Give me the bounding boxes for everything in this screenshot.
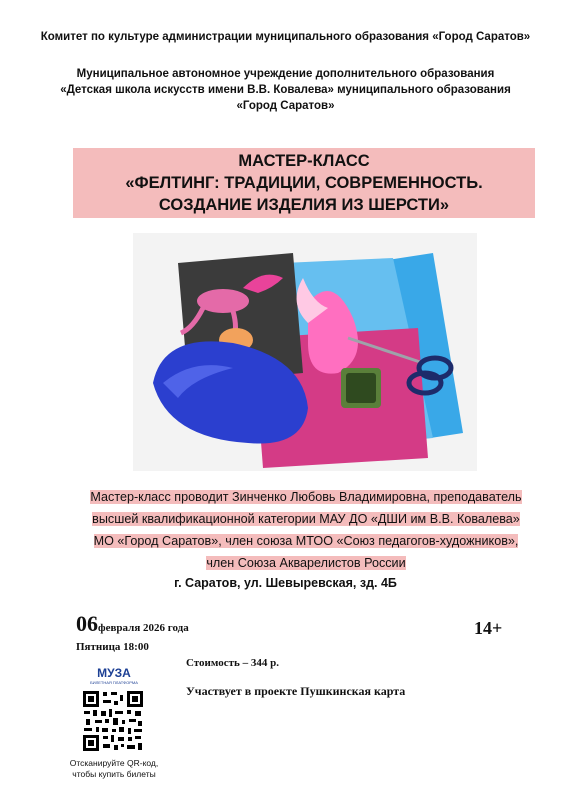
qr-caption-line-2: чтобы купить билеты (72, 769, 156, 779)
qr-caption-line-1: Отсканируйте QR-код, (69, 758, 159, 768)
committee-header (0, 29, 571, 45)
muza-brand: МУЗА (97, 666, 131, 680)
title-line-2: «ФЕЛТИНГ: ТРАДИЦИИ, СОВРЕМЕННОСТЬ. (125, 174, 483, 192)
school-header (0, 66, 571, 114)
school-line-3: «Город Саратов» (236, 100, 335, 112)
bio-line-1: Мастер-класс проводит Зинченко Любовь Владимировна, преподаватель (90, 490, 522, 504)
age-rating: 14+ (474, 618, 503, 638)
felting-photo (133, 233, 477, 471)
qr-code[interactable] (81, 689, 145, 753)
qr-caption (60, 758, 168, 780)
ticket-price: Стоимость – 344 р. (186, 657, 279, 669)
event-weekday-time: Пятница 18:00 (76, 641, 149, 653)
school-line-1: Муниципальное автономное учреждение дополнительного образования (76, 68, 495, 80)
masterclass-title (73, 148, 535, 218)
event-day: 06 (76, 611, 98, 636)
event-month-year: февраля 2026 года (98, 622, 189, 634)
title-line-3: СОЗДАНИЕ ИЗДЕЛИЯ ИЗ ШЕРСТИ» (158, 196, 450, 214)
committee-text: Комитет по культуре администрации муниципального образования «Город Саратов» (40, 31, 531, 43)
event-address: г. Саратов, ул. Шевыревская, зд. 4Б (174, 576, 397, 590)
muza-logo (84, 666, 144, 686)
muza-subtitle: БИЛЕТНАЯ ПЛАТФОРМА (90, 680, 138, 685)
event-date (76, 611, 189, 637)
pushkin-card-note: Участвует в проекте Пушкинская карта (186, 684, 406, 698)
bio-line-4: член Союза Акварелистов России (206, 556, 406, 570)
bio-line-3: МО «Город Саратов», член союза МТОО «Союз педагогов-художников», (93, 534, 519, 548)
instructor-bio (66, 486, 546, 574)
title-line-1: МАСТЕР-КЛАСС (238, 152, 370, 170)
bio-line-2: высшей квалификационной категории МАУ ДО «ДШИ им В.В. Ковалева» (92, 512, 520, 526)
school-line-2: «Детская школа искусств имени В.В. Ковалева» муниципального образования (60, 84, 511, 96)
